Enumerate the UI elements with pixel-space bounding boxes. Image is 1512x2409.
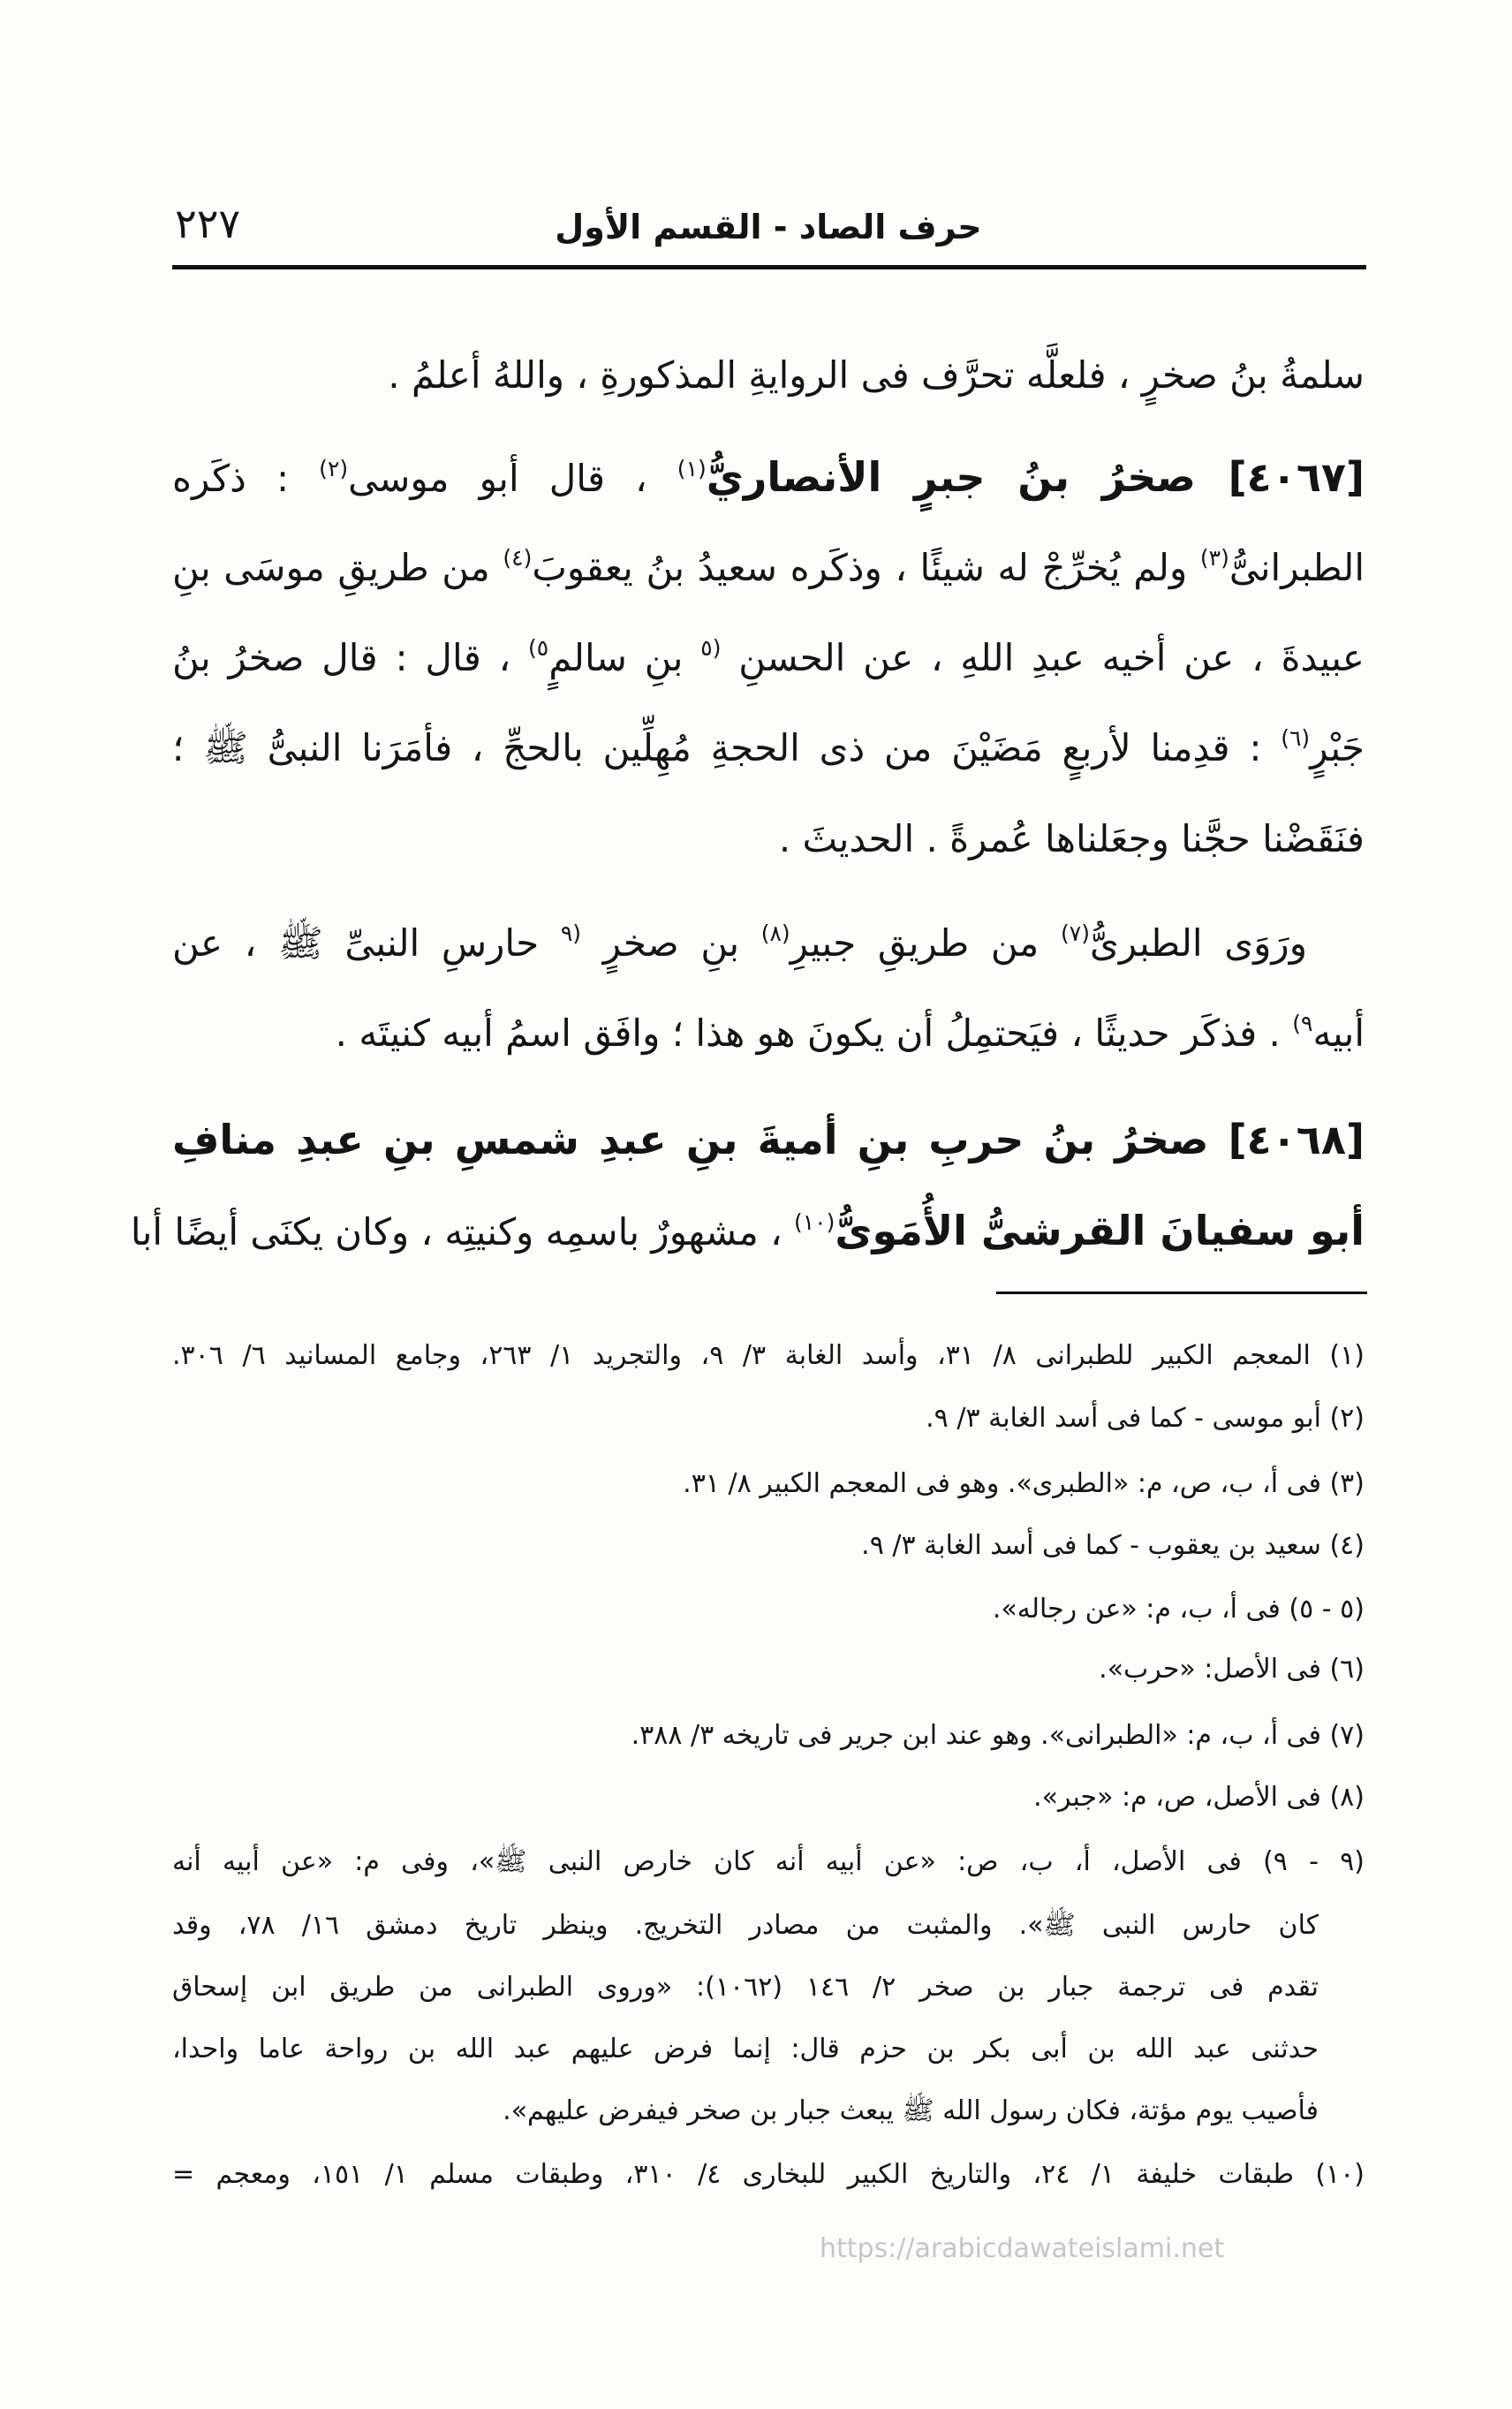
body-text: ، قال : قال صخرُ بنُ bbox=[172, 636, 529, 679]
footnote-ref: (٩ bbox=[560, 920, 582, 946]
footnote-line: (٣) فى أ، ب، ص، م: «الطبرى». وهو فى المعجم الكبير ٨/ ٣١. bbox=[683, 1468, 1365, 1499]
footnote-ref: (٣) bbox=[1199, 545, 1229, 571]
footnote-line: (٨) فى الأصل، ص، م: «جبر». bbox=[1033, 1782, 1365, 1813]
footnote-ref: (٥ bbox=[700, 635, 722, 661]
footnote-line: كان حارس النبى ﷺ». والمثبت من مصادر التخريج. وينظر تاريخ دمشق ١٦/ ٧٨، وقد bbox=[172, 1910, 1319, 1941]
body-text: أبيه bbox=[1312, 1011, 1365, 1055]
footnote-line: فأصيب يوم مؤتة، فكان رسول الله ﷺ يبعث جبار بن صخر فيفرض عليهم». bbox=[503, 2095, 1319, 2126]
footnote-line: (٩ - ٩) فى الأصل، أ، ب، ص: «عن أبيه أنه كان خارص النبى ﷺ»، وفى م: «عن أبيه أنه bbox=[172, 1846, 1365, 1877]
footnote-line: (٧) فى أ، ب، م: «الطبرانى». وهو عند ابن جرير فى تاريخه ٣/ ٣٨٨. bbox=[631, 1720, 1365, 1751]
body-line bbox=[172, 795, 1365, 883]
footnote-ref: (٨) bbox=[760, 920, 790, 946]
footnote-ref: (٢) bbox=[319, 456, 349, 481]
body-text: : ذكَره bbox=[172, 457, 320, 500]
body-line bbox=[172, 614, 1365, 702]
footnote-line: تقدم فى ترجمة جبار بن صخر ٢/ ١٤٦ (١٠٦٢): «وروى الطبرانى من طريق ابن إسحاق bbox=[172, 1972, 1319, 2003]
footnote-line: (٤) سعيد بن يعقوب - كما فى أسد الغابة ٣/ ٩. bbox=[861, 1530, 1365, 1561]
body-line bbox=[172, 989, 1365, 1078]
body-text: . فذكَر حديثًا ، فيَحتمِلُ أن يكونَ هو هذا ؛ وافَق اسمُ أبيه كنيتَه . bbox=[335, 1011, 1293, 1055]
entry-heading: أبو سفيانَ القرشىُّ الأُمَوىُّ bbox=[835, 1207, 1365, 1254]
body-text: بنِ سالمٍ bbox=[548, 636, 701, 679]
footnote-line: (٢) أبو موسى - كما فى أسد الغابة ٣/ ٩. bbox=[926, 1403, 1365, 1434]
body-text: جَبْرٍ bbox=[1310, 726, 1365, 769]
footnote-line: (٦) فى الأصل: «حرب». bbox=[1099, 1654, 1365, 1685]
body-text: ، قال أبو موسى bbox=[348, 457, 677, 500]
footnote-ref: (٤) bbox=[503, 545, 533, 571]
footnote-line: (٥ - ٥) فى أ، ب، م: «عن رجاله». bbox=[992, 1594, 1365, 1625]
body-line bbox=[172, 704, 1365, 792]
watermark-url: https://arabicdawateislami.net bbox=[820, 2233, 1225, 2264]
footnote-ref: (١٠) bbox=[793, 1209, 835, 1235]
entry-4067-line bbox=[172, 433, 1365, 521]
body-text: ولم يُخرِّجْ له شيئًا ، وذكَره سعيدُ بنُ يعقوبَ bbox=[532, 546, 1200, 589]
footnote-line: (١٠) طبقات خليفة ١/ ٢٤، والتاريخ الكبير للبخارى ٤/ ٣١٠، وطبقات مسلم ١/ ١٥١، ومعجم = bbox=[172, 2159, 1365, 2190]
header-rule bbox=[172, 265, 1366, 269]
body-text: من طريقِ جبيرِ bbox=[790, 921, 1061, 965]
body-line bbox=[172, 899, 1365, 988]
footnote-ref: (٧) bbox=[1060, 920, 1090, 946]
body-text: الطبرانىُّ bbox=[1228, 546, 1365, 589]
body-text: من طريقِ موسَى بنِ bbox=[172, 546, 503, 589]
entry-heading: [٤٠٦٧] صخرُ بنُ جبرٍ الأنصاريُّ bbox=[706, 453, 1365, 501]
footnote-ref: ٩) bbox=[1292, 1011, 1313, 1036]
body-line bbox=[172, 524, 1365, 612]
body-text: سلمةُ بنُ صخرٍ ، فلعلَّه تحرَّف فى الروايةِ المذكورةِ ، واللهُ أعلمُ . bbox=[388, 353, 1365, 397]
footnote-ref: (٦) bbox=[1281, 725, 1311, 751]
body-line bbox=[172, 331, 1365, 420]
page-number: ٢٢٧ bbox=[175, 200, 241, 247]
entry-4068-line bbox=[172, 1095, 1365, 1184]
body-line bbox=[130, 1186, 1365, 1275]
body-text: فنَقَضْنا حجَّنا وجعَلناها عُمرةً . الحديثَ . bbox=[778, 817, 1365, 860]
footnote-separator bbox=[996, 1292, 1367, 1294]
body-text: عبيدةَ ، عن أخيه عبدِ اللهِ ، عن الحسنِ bbox=[721, 636, 1365, 679]
body-text: ورَوَى الطبرىُّ bbox=[1089, 921, 1307, 965]
footnote-line: (١) المعجم الكبير للطبرانى ٨/ ٣١، وأسد الغابة ٣/ ٩، والتجريد ١/ ٢٦٣، وجامع المسانيد ٦/ ٣٠٦. bbox=[172, 1340, 1365, 1371]
body-text: بنِ صخرٍ bbox=[581, 921, 761, 965]
footnote-ref: ٥) bbox=[528, 635, 549, 661]
running-title: حرف الصاد - القسم الأول bbox=[555, 208, 982, 246]
body-text: حارسِ النبىِّ ﷺ ، عن bbox=[172, 921, 561, 965]
footnote-ref: (١) bbox=[677, 456, 707, 481]
entry-heading: [٤٠٦٨] صخرُ بنُ حربِ بنِ أميةَ بنِ عبدِ شمسِ بنِ عبدِ منافِ bbox=[172, 1116, 1365, 1163]
footnote-line: حدثنى عبد الله بن أبى بكر بن حزم قال: إنما فرض عليهم عبد الله بن رواحة عاما واحدا، bbox=[172, 2034, 1319, 2064]
body-text: : قدِمنا لأربعٍ مَضَيْنَ من ذى الحجةِ مُهِلِّين بالحجِّ ، فأمَرَنا النبىُّ ﷺ ؛ bbox=[172, 726, 1281, 769]
body-text: ، مشهورٌ باسمِه وكنيتِه ، وكان يكنَى أيضًا أبا bbox=[130, 1210, 794, 1254]
